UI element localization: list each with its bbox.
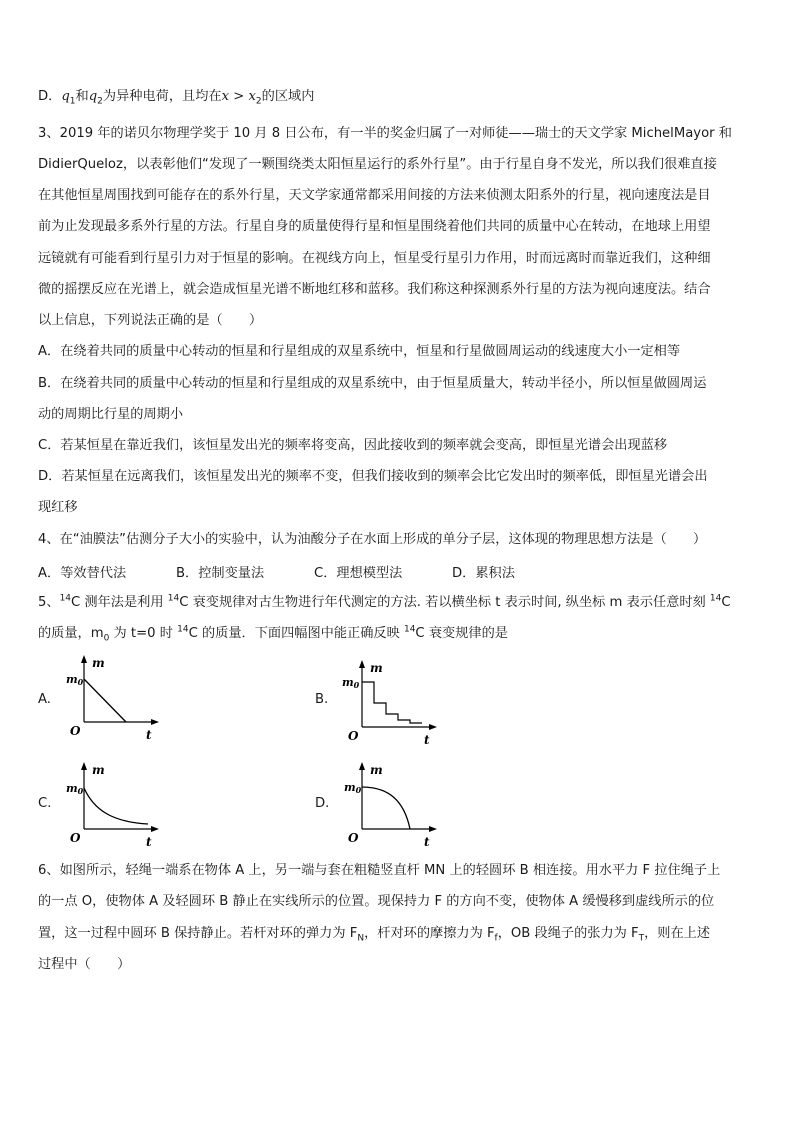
- q4-option-c: C．理想模型法: [314, 566, 403, 581]
- q3-option-b-line-1: B．在绕着共同的质量中心转动的恒星和行星组成的双星系统中，由于恒星质量大，转动半径小，所以恒星做圆周运: [38, 376, 707, 391]
- m0-label: m0: [66, 782, 84, 796]
- isotope-superscript: 14: [59, 593, 72, 604]
- q1-symbol: q: [61, 89, 70, 104]
- q4-option-b: B．控制变量法: [176, 566, 265, 581]
- isotope-superscript: 14: [167, 593, 180, 604]
- graph-a: [60, 655, 170, 745]
- graph-a-label: A.: [38, 692, 51, 707]
- q3-option-b-line-2: 动的周期比行星的周期小: [38, 407, 184, 422]
- decay-curve: [84, 679, 126, 722]
- graph-c-label: C.: [38, 796, 52, 811]
- q3-option-d-line-1: D．若某恒星在远离我们，该恒星发出光的频率不变，但我们接收到的频率会比它发出时的频率低，即恒星光谱会出: [38, 469, 708, 484]
- origin-label: O: [70, 724, 81, 738]
- q3-stem-line-6: 微的摇摆反应在光谱上，就会造成恒星光谱不断地红移和蓝移。我们称这种探测系外行星的方法为视向速度法。结合: [38, 282, 711, 297]
- q3-stem-line-4: 前为止发现最多系外行星的方法。行星自身的质量使得行星和恒星围绕着他们共同的质量中心在转动，在地球上用望: [38, 219, 711, 234]
- m0-label: m0: [342, 676, 360, 690]
- q5-text: C 衰变规律的是: [415, 626, 508, 641]
- q1-subscript: 1: [69, 96, 76, 107]
- axis-y-label: m: [92, 656, 105, 670]
- q4-option-d: D．累积法: [452, 566, 515, 581]
- isotope-superscript: 14: [709, 593, 722, 604]
- m0-label: m0: [344, 781, 362, 795]
- decay-curve: [362, 787, 410, 829]
- origin-label: O: [348, 729, 359, 743]
- graph-b-label: B.: [315, 692, 329, 707]
- decay-curve: [84, 788, 148, 824]
- q3-option-a: A．在绕着共同的质量中心转动的恒星和行星组成的双星系统中，恒星和行星做圆周运动的线速度大小一定相等: [38, 344, 681, 359]
- q5-text: C 测年法是利用: [71, 595, 168, 610]
- axis-x-label: t: [424, 835, 430, 849]
- and-text: 和: [75, 89, 89, 104]
- option-text-end: 的区域内: [261, 89, 315, 104]
- prev-option-d: [38, 88, 314, 106]
- origin-label: O: [348, 831, 359, 845]
- q6-stem-line-1: 6、如图所示，轻绳一端系在物体 A 上，另一端与套在粗糙竖直杆 MN 上的轻圆环 B 相连接。用水平力 F 拉住绳子上: [38, 863, 721, 878]
- fn-subscript: N: [357, 933, 365, 944]
- q6-stem-line-3: [38, 925, 710, 943]
- q6-text: 置，这一过程中圆环 B 保持静止。若杆对环的弹力为 F: [38, 926, 358, 941]
- q6-stem-line-2: 的一点 O，使物体 A 及轻圆环 B 静止在实线所示的位置。现保持力 F 的方向不变，使物体 A 缓慢移到虚线所示的位: [38, 894, 715, 909]
- graph-d: [338, 762, 448, 852]
- q5-stem-line-2: [38, 625, 508, 643]
- q3-stem-line-7: 以上信息，下列说法正确的是（ ）: [38, 313, 263, 328]
- q2-symbol: q: [88, 89, 98, 104]
- m0-label: m0: [66, 673, 84, 687]
- q5-text: 的质量，m: [38, 626, 104, 641]
- q6-text: ，则在上述: [644, 926, 711, 941]
- graph-c: [60, 762, 170, 852]
- q3-option-d-line-2: 现红移: [38, 500, 78, 515]
- q3-stem-line-3: 在其他恒星周围找到可能存在的系外行星，天文学家通常都采用间接的方法来侦测太阳系外的行星，视向速度法是目: [38, 188, 711, 203]
- axis-x-label: t: [146, 728, 152, 742]
- q3-option-c: C．若某恒星在靠近我们，该恒星发出光的频率将变高，因此接收到的频率就会变高，即恒星光谱会出现蓝移: [38, 438, 668, 453]
- axis-y-label: m: [370, 661, 383, 675]
- q5-text: C 的质量．下面四幅图中能正确反映: [188, 626, 404, 641]
- q5-text: C: [721, 595, 731, 610]
- q4-option-a: A．等效替代法: [38, 566, 127, 581]
- q5-text: 为 t=0 时: [109, 626, 178, 641]
- isotope-superscript: 14: [177, 624, 189, 635]
- ft-subscript: T: [638, 933, 645, 944]
- ff-subscript: f: [494, 933, 498, 944]
- option-label: D．: [38, 89, 62, 104]
- axis-x-label: t: [424, 733, 430, 747]
- q5-number: 5、: [38, 595, 60, 610]
- axis-y-label: m: [92, 763, 105, 777]
- option-text: 为异种电荷，且均在: [102, 89, 222, 104]
- condition: x > x: [221, 89, 256, 104]
- decay-steps: [362, 682, 422, 723]
- q6-text: ，杆对环的摩擦力为 F: [364, 926, 495, 941]
- q5-stem-line-1: [38, 594, 731, 612]
- q3-stem-line-5: 远镜就有可能看到行星引力对于恒星的影响。在视线方向上，恒星受行星引力作用，时而远离时而靠近我们，这种细: [38, 251, 711, 266]
- axis-x-label: t: [146, 835, 152, 849]
- m0-subscript: 0: [103, 633, 110, 644]
- q5-text: C 衰变规律对古生物进行年代测定的方法. 若以横坐标 t 表示时间, 纵坐标 m 表示任意时刻: [179, 595, 710, 610]
- q6-stem-line-4: 过程中（ ）: [38, 957, 131, 972]
- condition-subscript: 2: [255, 96, 262, 107]
- q2-subscript: 2: [97, 96, 103, 107]
- axis-y-label: m: [370, 763, 383, 777]
- graph-b: [338, 660, 448, 750]
- q3-stem-line-1: 3、2019 年的诺贝尔物理学奖于 10 月 8 日公布，有一半的奖金归属了一对师徒——瑞士的天文学家 MichelMayor 和: [38, 126, 732, 141]
- graph-d-label: D.: [315, 796, 330, 811]
- origin-label: O: [70, 831, 81, 845]
- isotope-superscript: 14: [403, 624, 416, 635]
- q3-stem-line-2: DidierQueloz，以表彰他们“发现了一颗围绕类太阳恒星运行的系外行星”。由于行星自身不发光，所以我们很难直接: [38, 157, 717, 172]
- q4-stem: 4、在“油膜法”估测分子大小的实验中，认为油酸分子在水面上形成的单分子层，这体现的物理思想方法是（ ）: [38, 532, 707, 547]
- q6-text: ，OB 段绳子的张力为 F: [497, 926, 639, 941]
